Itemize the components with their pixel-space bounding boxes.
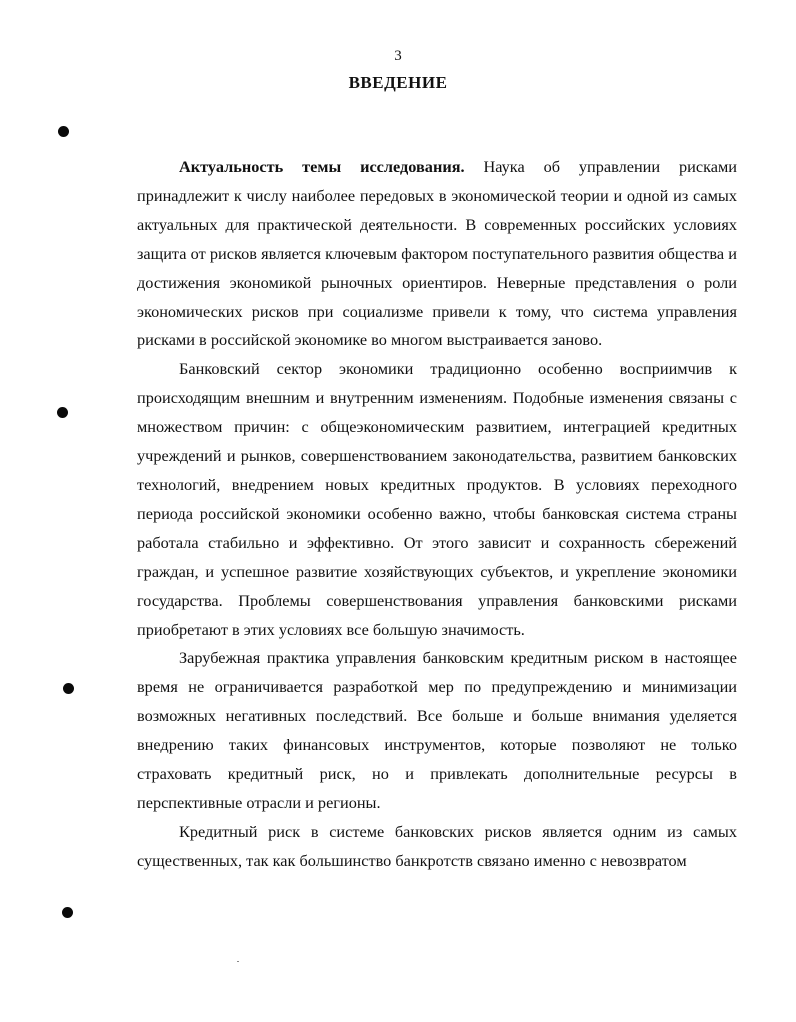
scan-speck: [237, 961, 239, 962]
paragraph-credit-risk: Кредитный риск в системе банковских рисков является одним из самых существенных, так как большинство банкротств связано именно с невозвратом: [137, 821, 737, 870]
binder-hole-mark: [63, 683, 74, 694]
paragraph-text: Наука об управлении рисками принадлежит к числу наиболее передовых в экономической теории и одной из самых актуальных для практической деятельности. В современных российских условиях защита от рисков является ключевым фактором поступательного развития общества и достижения экономикой рыночных ориентиров. Неверные представления о роли экономических рисков при социализме привели к тому, что система управления рисками в российской экономике во многом выстраивается заново.: [137, 157, 737, 350]
paragraph-banking-sector: Банковский сектор экономики традиционно особенно восприимчив к происходящим внешним и внутренним изменениям. Подобные изменения связаны с множеством причин: с общеэкономическим развитием, интеграцией кредитных учреждений и рынков, совершенствованием законодательства, развитием банковских технологий, внедрением новых кредитных продуктов. В условиях переходного периода российской экономики особенно важно, чтобы банковская система страны работала стабильно и эффективно. От этого зависит и сохранность сбережений граждан, и успешное развитие хозяйствующих субъектов, и укрепление экономики государства. Проблемы совершенствования управления банковскими рисками приобретают в этих условиях все большую значимость.: [137, 359, 737, 639]
binder-hole-mark: [57, 407, 68, 418]
document-body: [137, 153, 737, 876]
page-number: 3: [394, 48, 402, 64]
page-heading: ВВЕДЕНИЕ: [348, 73, 448, 92]
paragraph-foreign-practice: Зарубежная практика управления банковским кредитным риском в настоящее время не ограничивается разработкой мер по предупреждению и минимизации возможных негативных последствий. Все больше и больше внимания уделяется внедрению таких финансовых инструментов, которые позволяют не только страховать кредитный риск, но и привлекать дополнительные ресурсы в перспективные отрасли и регионы.: [137, 648, 737, 812]
paragraph-relevance: [137, 153, 737, 355]
paragraph-lead: Актуальность темы исследования.: [179, 157, 465, 176]
binder-hole-mark: [58, 126, 69, 137]
binder-hole-mark: [62, 907, 73, 918]
